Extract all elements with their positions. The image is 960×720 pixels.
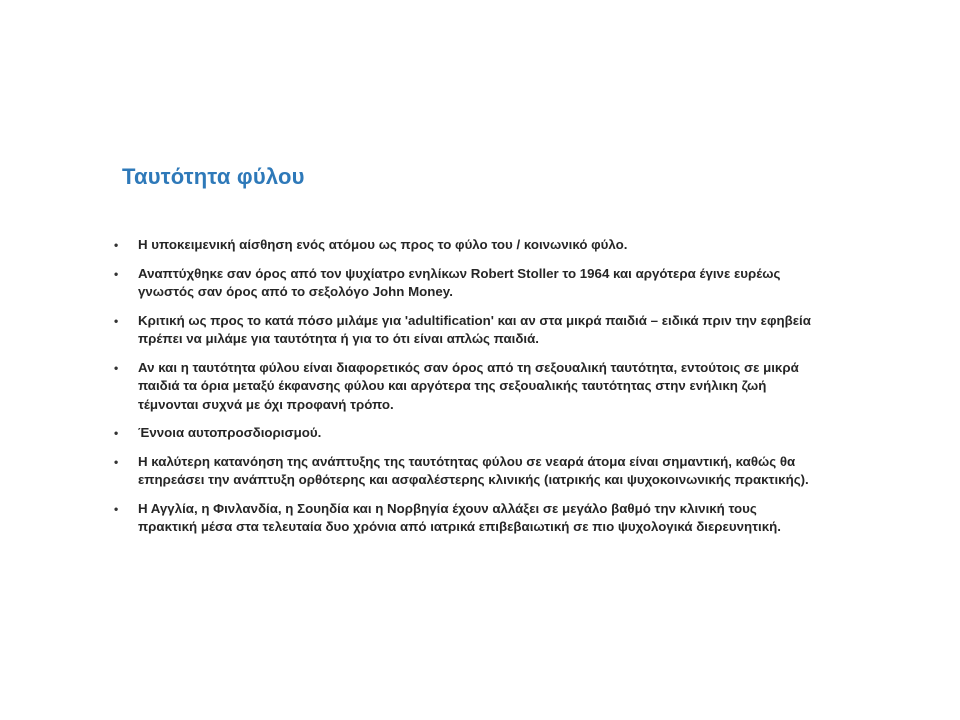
bullet-item — [114, 453, 814, 490]
bullet-dot: • — [114, 266, 119, 281]
bullet-item — [114, 359, 814, 415]
bullet-dot: • — [114, 238, 119, 252]
bullet-dot: • — [114, 313, 119, 328]
bullet-text: Η υποκειμενική αίσθηση ενός ατόμου ως προς το φύλο του / κοινωνικό φύλο. — [138, 237, 628, 252]
bullet-text: Έννοια αυτοπροσδιορισμού. — [138, 425, 322, 440]
bullet-dot: • — [114, 454, 119, 469]
bullet-list — [114, 236, 814, 547]
bullet-item — [114, 265, 814, 302]
bullet-text: Κριτική ως προς το κατά πόσο μιλάμε για 'adultification' και αν στα μικρά παιδιά – ειδικά πριν την εφηβεία πρέπει να μιλάμε για ταυτότητα ή για το ότι είναι απλώς παιδιά. — [138, 312, 811, 346]
bullet-dot: • — [114, 426, 119, 440]
bullet-item — [114, 312, 814, 349]
slide-title: Ταυτότητα φύλου — [122, 164, 305, 189]
bullet-text: Αναπτύχθηκε σαν όρος από τον ψυχίατρο ενηλίκων Robert Stoller το 1964 και αργότερα έγινε ευρέως γνωστός σαν όρος από το σεξολόγο John Money. — [138, 265, 781, 299]
bullet-text: Αν και η ταυτότητα φύλου είναι διαφορετικός σαν όρος από τη σεξουαλική ταυτότητα, εντούτοις σε μικρά παιδιά τα όρια μεταξύ έκφανσης φύλου και αργότερα της σεξουαλικής ταυτότητας στην ενήλικη ζωή τέμνονται συχνά με όχι προφανή τρόπο. — [138, 359, 799, 412]
bullet-dot: • — [114, 360, 119, 375]
bullet-text: Η καλύτερη κατανόηση της ανάπτυξης της ταυτότητας φύλου σε νεαρά άτομα είναι σημαντική, καθώς θα επηρεάσει την ανάπτυξη ορθότερης και ασφαλέστερης κλινικής (ιατρικής και ψυχοκοινωνικής πρακτικής). — [138, 453, 809, 487]
bullet-item — [114, 500, 814, 537]
bullet-dot: • — [114, 501, 119, 516]
bullet-item — [114, 424, 814, 443]
bullet-text: Η Αγγλία, η Φινλανδία, η Σουηδία και η Νορβηγία έχουν αλλάξει σε μεγάλο βαθμό την κλινική τους πρακτική μέσα στα τελευταία δυο χρόνια από ιατρικά επιβεβαιωτική σε πιο ψυχολογικά διερευνητική. — [138, 500, 781, 534]
bullet-item — [114, 236, 814, 255]
